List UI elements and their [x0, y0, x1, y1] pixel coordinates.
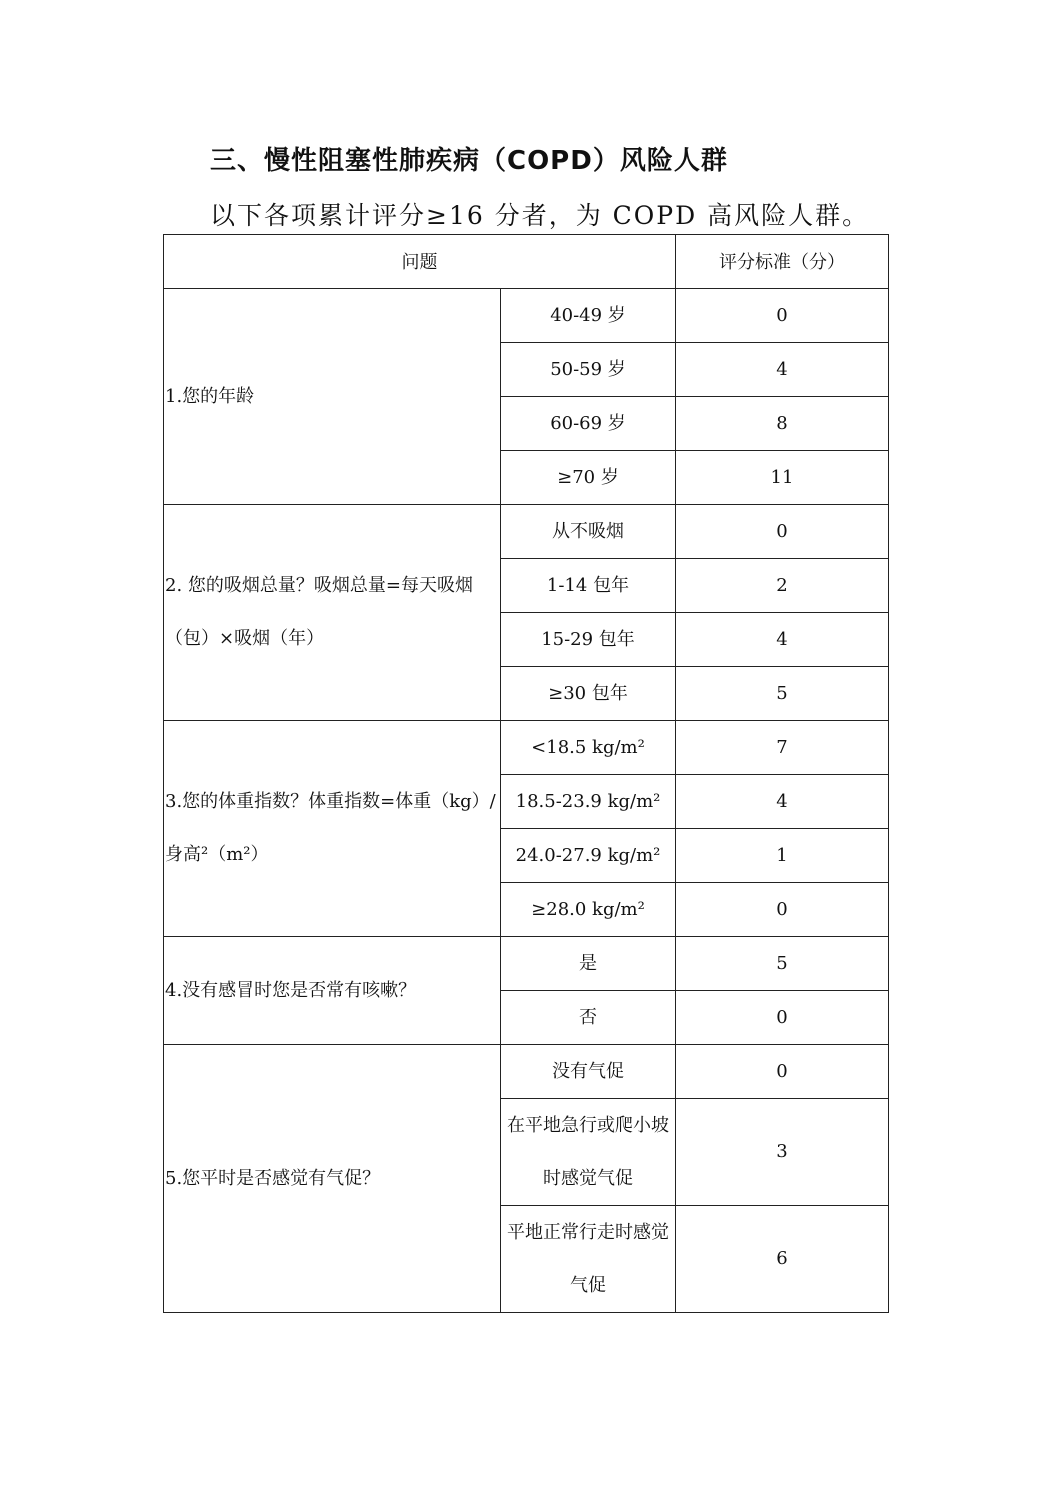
- option-cell: 18.5-23.9 kg/m²: [501, 774, 676, 828]
- score-cell: 8: [676, 396, 889, 450]
- score-cell: 0: [676, 504, 889, 558]
- header-score: 评分标准（分）: [676, 235, 889, 289]
- option-cell: 否: [501, 990, 676, 1044]
- score-cell: 1: [676, 828, 889, 882]
- question-cell: 3.您的体重指数？体重指数=体重（kg）/身高²（m²）: [164, 720, 501, 936]
- option-cell: 是: [501, 936, 676, 990]
- copd-risk-table: [163, 234, 889, 1313]
- score-cell: 6: [676, 1205, 889, 1312]
- table-row: [164, 1044, 889, 1098]
- table-row: [164, 720, 889, 774]
- score-cell: 2: [676, 558, 889, 612]
- score-cell: 0: [676, 990, 889, 1044]
- option-cell: ≥70 岁: [501, 450, 676, 504]
- option-cell: ≥28.0 kg/m²: [501, 882, 676, 936]
- table-row: [164, 504, 889, 558]
- option-cell: ≥30 包年: [501, 666, 676, 720]
- table-row: [164, 936, 889, 990]
- option-cell: 50-59 岁: [501, 342, 676, 396]
- score-cell: 5: [676, 936, 889, 990]
- option-cell: 24.0-27.9 kg/m²: [501, 828, 676, 882]
- table-row: [164, 288, 889, 342]
- header-question: 问题: [164, 235, 676, 289]
- score-cell: 4: [676, 774, 889, 828]
- section-heading: 三、慢性阻塞性肺疾病（COPD）风险人群: [210, 146, 728, 176]
- question-cell: 5.您平时是否感觉有气促？: [164, 1044, 501, 1312]
- option-cell: 从不吸烟: [501, 504, 676, 558]
- intro-text: 以下各项累计评分≥16 分者，为 COPD 高风险人群。: [210, 201, 870, 230]
- question-cell: 4.没有感冒时您是否常有咳嗽？: [164, 936, 501, 1044]
- score-cell: 0: [676, 882, 889, 936]
- question-cell: 2. 您的吸烟总量？吸烟总量=每天吸烟（包）×吸烟（年）: [164, 504, 501, 720]
- table-header-row: [164, 235, 889, 289]
- score-cell: 5: [676, 666, 889, 720]
- score-cell: 11: [676, 450, 889, 504]
- question-cell: 1.您的年龄: [164, 288, 501, 504]
- score-cell: 4: [676, 342, 889, 396]
- option-cell: 平地正常行走时感觉气促: [501, 1205, 676, 1312]
- score-cell: 7: [676, 720, 889, 774]
- option-cell: 60-69 岁: [501, 396, 676, 450]
- option-cell: 在平地急行或爬小坡时感觉气促: [501, 1098, 676, 1205]
- option-cell: <18.5 kg/m²: [501, 720, 676, 774]
- score-cell: 0: [676, 1044, 889, 1098]
- option-cell: 15-29 包年: [501, 612, 676, 666]
- option-cell: 1-14 包年: [501, 558, 676, 612]
- option-cell: 没有气促: [501, 1044, 676, 1098]
- option-cell: 40-49 岁: [501, 288, 676, 342]
- score-cell: 3: [676, 1098, 889, 1205]
- score-cell: 0: [676, 288, 889, 342]
- score-cell: 4: [676, 612, 889, 666]
